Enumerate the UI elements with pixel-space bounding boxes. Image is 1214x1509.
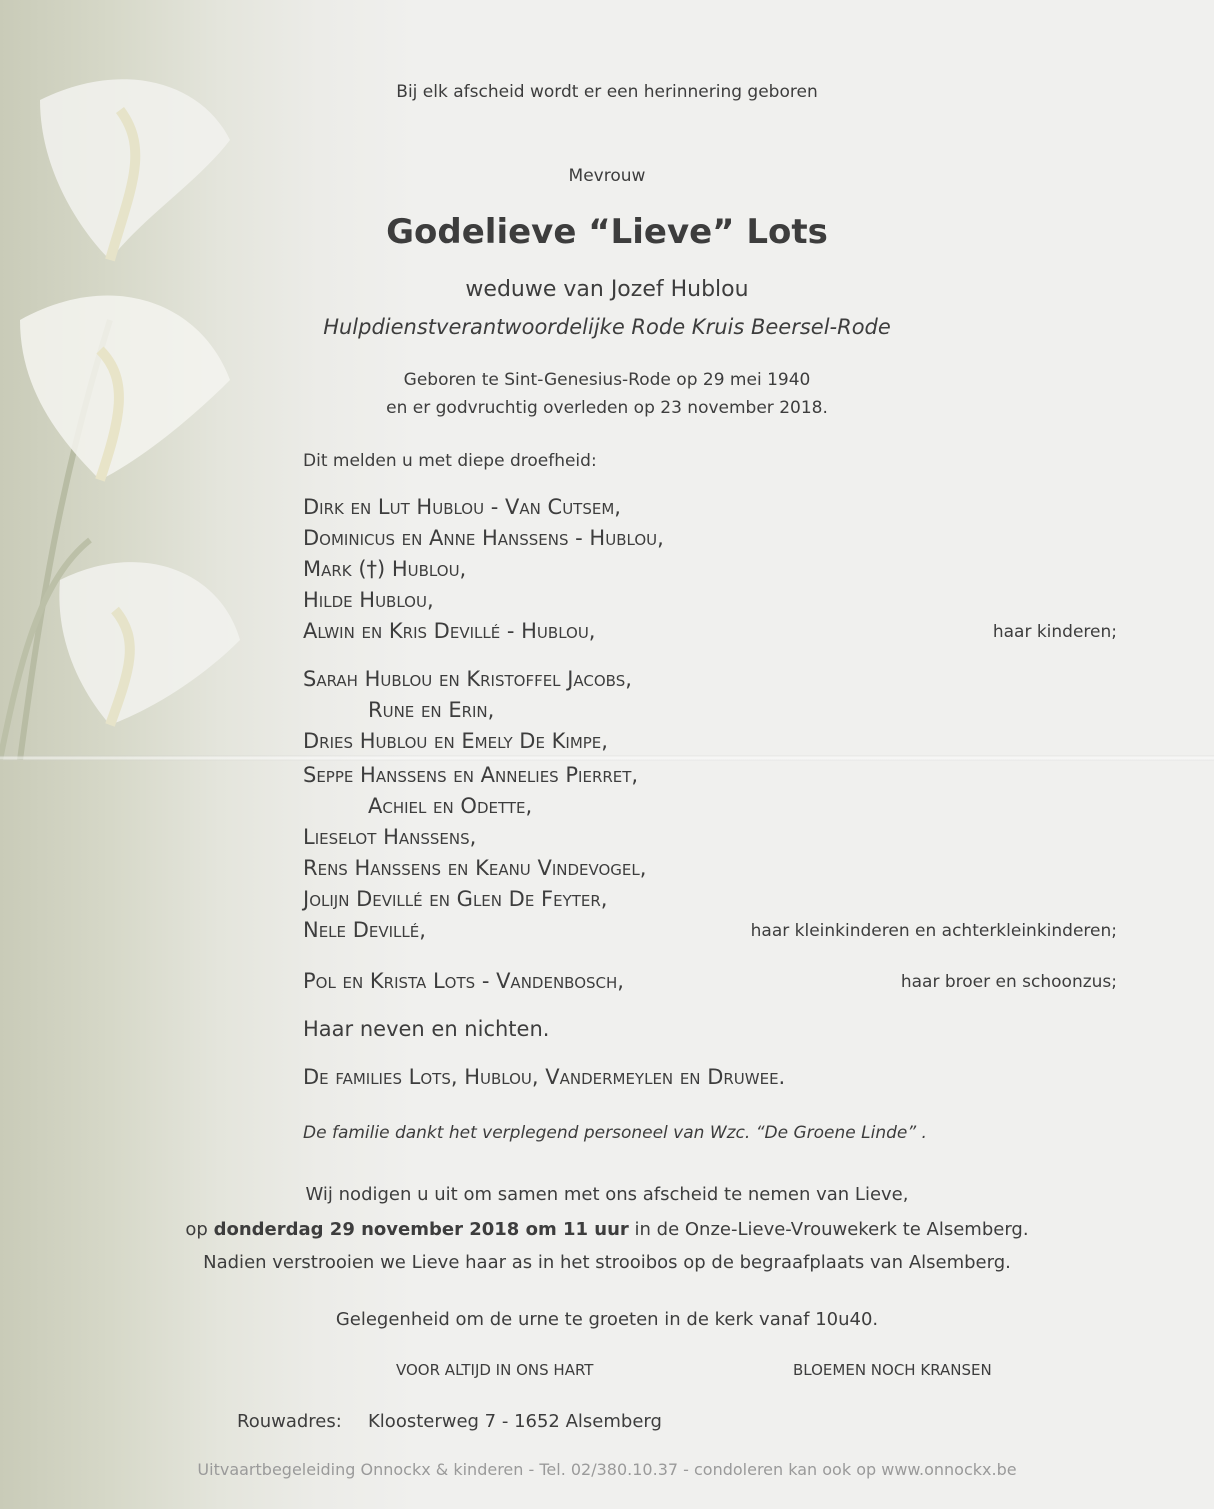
grandchild-entry: Seppe Hanssens en Annelies Pierret, — [303, 763, 639, 787]
invitation-prefix: op — [185, 1219, 214, 1240]
invitation-line-3: Nadien verstrooien we Lieve haar as in het strooibos op de begraafplaats van Alsemberg. — [203, 1252, 1011, 1273]
grandchild-entry: Nele Devillé, — [303, 918, 426, 942]
announcement-intro: Dit melden u met diepe droefheid: — [303, 451, 597, 471]
children-label: haar kinderen; — [992, 622, 1117, 642]
grandchild-entry: Sarah Hublou en Kristoffel Jacobs, — [303, 667, 632, 691]
fold-line — [0, 755, 1214, 761]
families-line: De families Lots, Hublou, Vandermeylen en Druwee. — [303, 1065, 786, 1089]
role-line: Hulpdienstverantwoordelijke Rode Kruis Beersel-Rode — [323, 315, 891, 339]
address: Kloosterweg 7 - 1652 Alsemberg — [368, 1411, 662, 1432]
grandchildren-label: haar kleinkinderen en achterkleinkinderen; — [750, 921, 1117, 941]
grandchild-entry: Lieselot Hanssens, — [303, 825, 477, 849]
note-right: BLOEMEN NOCH KRANSEN — [793, 1361, 992, 1379]
sibling-label: haar broer en schoonzus; — [900, 972, 1117, 992]
salutation: Mevrouw — [568, 166, 646, 186]
sibling-entry: Pol en Krista Lots - Vandenbosch, — [303, 969, 624, 993]
child-entry: Alwin en Kris Devillé - Hublou, — [303, 619, 596, 643]
note-left: VOOR ALTIJD IN ONS HART — [396, 1361, 594, 1379]
birth-line: Geboren te Sint-Genesius-Rode op 29 mei 1940 — [403, 370, 811, 390]
grandchild-entry: Dries Hublou en Emely De Kimpe, — [303, 729, 608, 753]
cousins-line: Haar neven en nichten. — [303, 1017, 550, 1041]
grandchild-entry: Jolijn Devillé en Glen De Feyter, — [303, 887, 608, 911]
child-entry: Dominicus en Anne Hanssens - Hublou, — [303, 526, 664, 550]
urn-greeting-line: Gelegenheid om de urne te groeten in de kerk vanaf 10u40. — [335, 1309, 879, 1330]
child-entry: Hilde Hublou, — [303, 588, 434, 612]
thanks-line: De familie dankt het verplegend personeel van Wzc. “De Groene Linde” . — [303, 1123, 927, 1143]
grandchild-entry: Achiel en Odette, — [368, 794, 533, 818]
deceased-name: Godelieve “Lieve” Lots — [386, 212, 828, 252]
footer-undertaker: Uitvaartbegeleiding Onnockx & kinderen - Tel. 02/380.10.37 - condoleren kan ook op www.onnockx.be — [197, 1460, 1017, 1479]
grandchild-entry: Rune en Erin, — [368, 698, 495, 722]
grandchild-entry: Rens Hanssens en Keanu Vindevogel, — [303, 856, 647, 880]
ceremony-datetime: donderdag 29 november 2018 om 11 uur — [213, 1219, 629, 1240]
spouse-line: weduwe van Jozef Hublou — [465, 277, 749, 302]
death-line: en er godvruchtig overleden op 23 november 2018. — [386, 398, 828, 418]
invitation-line-1: Wij nodigen u uit om samen met ons afscheid te nemen van Lieve, — [305, 1184, 909, 1205]
child-entry: Dirk en Lut Hublou - Van Cutsem, — [303, 495, 621, 519]
motto: Bij elk afscheid wordt er een herinnering geboren — [396, 82, 818, 102]
address-label: Rouwadres: — [237, 1411, 342, 1432]
invitation-line-2 — [0, 1219, 1214, 1240]
invitation-location: in de Onze-Lieve-Vrouwekerk te Alsemberg. — [628, 1219, 1029, 1240]
child-entry: Mark (†) Hublou, — [303, 557, 467, 581]
